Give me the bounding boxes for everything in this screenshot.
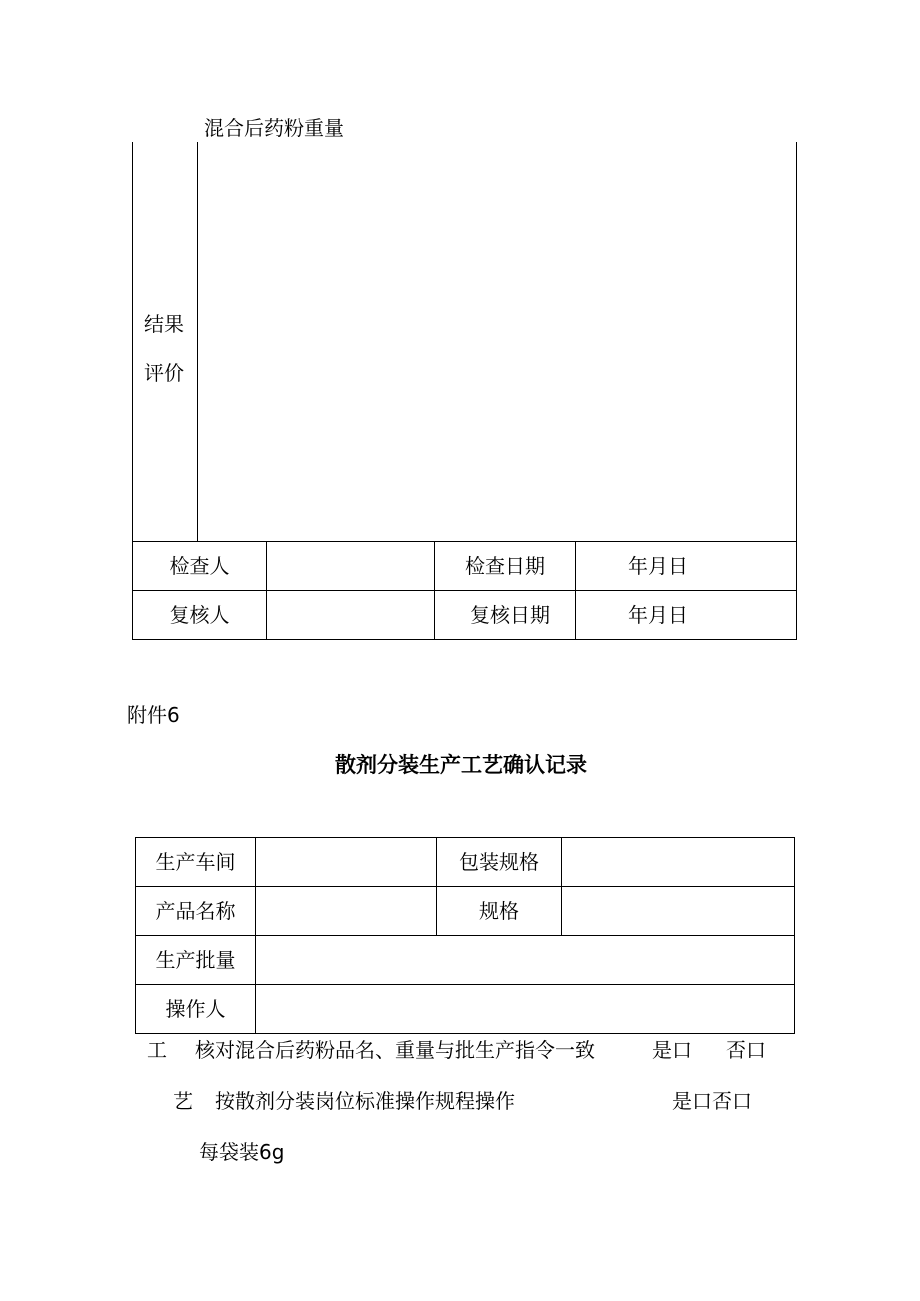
operator-value — [256, 985, 794, 1033]
check-date-label: 检查日期 — [465, 554, 545, 578]
batch-size-value — [256, 936, 794, 984]
process-item-sop: 按散剂分装岗位标准操作规程操作 — [215, 1089, 515, 1113]
spec-value — [562, 887, 794, 935]
process-item-verify-no: 否口 — [726, 1038, 766, 1062]
table-divider-label — [197, 142, 198, 542]
reviewer-value — [267, 591, 434, 639]
info-table-border-bottom — [135, 1033, 795, 1034]
mixed-powder-weight-heading: 混合后药粉重量 — [204, 116, 344, 140]
process-char-gong: 工 — [147, 1038, 167, 1062]
package-spec-label: 包装规格 — [459, 850, 539, 874]
check-date-value: 年月日 — [628, 554, 688, 578]
checker-label: 检查人 — [169, 554, 230, 578]
process-item-verify: 核对混合后药粉品名、重量与批生产指令一致 — [195, 1038, 595, 1062]
process-item-sop-yesno: 是口否口 — [672, 1089, 752, 1113]
evaluation-label: 评价 — [144, 361, 184, 385]
spec-label: 规格 — [479, 899, 519, 923]
workshop-label: 生产车间 — [155, 850, 236, 874]
process-item-per-bag: 每袋装6g — [199, 1140, 285, 1164]
product-name-value — [256, 887, 436, 935]
appendix-label: 附件6 — [127, 703, 180, 727]
batch-size-label: 生产批量 — [155, 948, 236, 972]
package-spec-value — [562, 838, 794, 886]
table-border-right — [796, 142, 797, 640]
review-date-value: 年月日 — [628, 603, 688, 627]
review-date-label: 复核日期 — [470, 603, 550, 627]
process-char-yi: 艺 — [173, 1089, 193, 1113]
checker-value — [267, 542, 434, 590]
document-title: 散剂分装生产工艺确认记录 — [335, 753, 587, 777]
workshop-value — [256, 838, 436, 886]
result-label: 结果 — [144, 312, 184, 336]
process-item-verify-yes: 是口 — [652, 1038, 692, 1062]
product-name-label: 产品名称 — [155, 899, 236, 923]
reviewer-label: 复核人 — [169, 603, 230, 627]
operator-label: 操作人 — [165, 997, 226, 1021]
table-border-bottom — [132, 639, 797, 640]
